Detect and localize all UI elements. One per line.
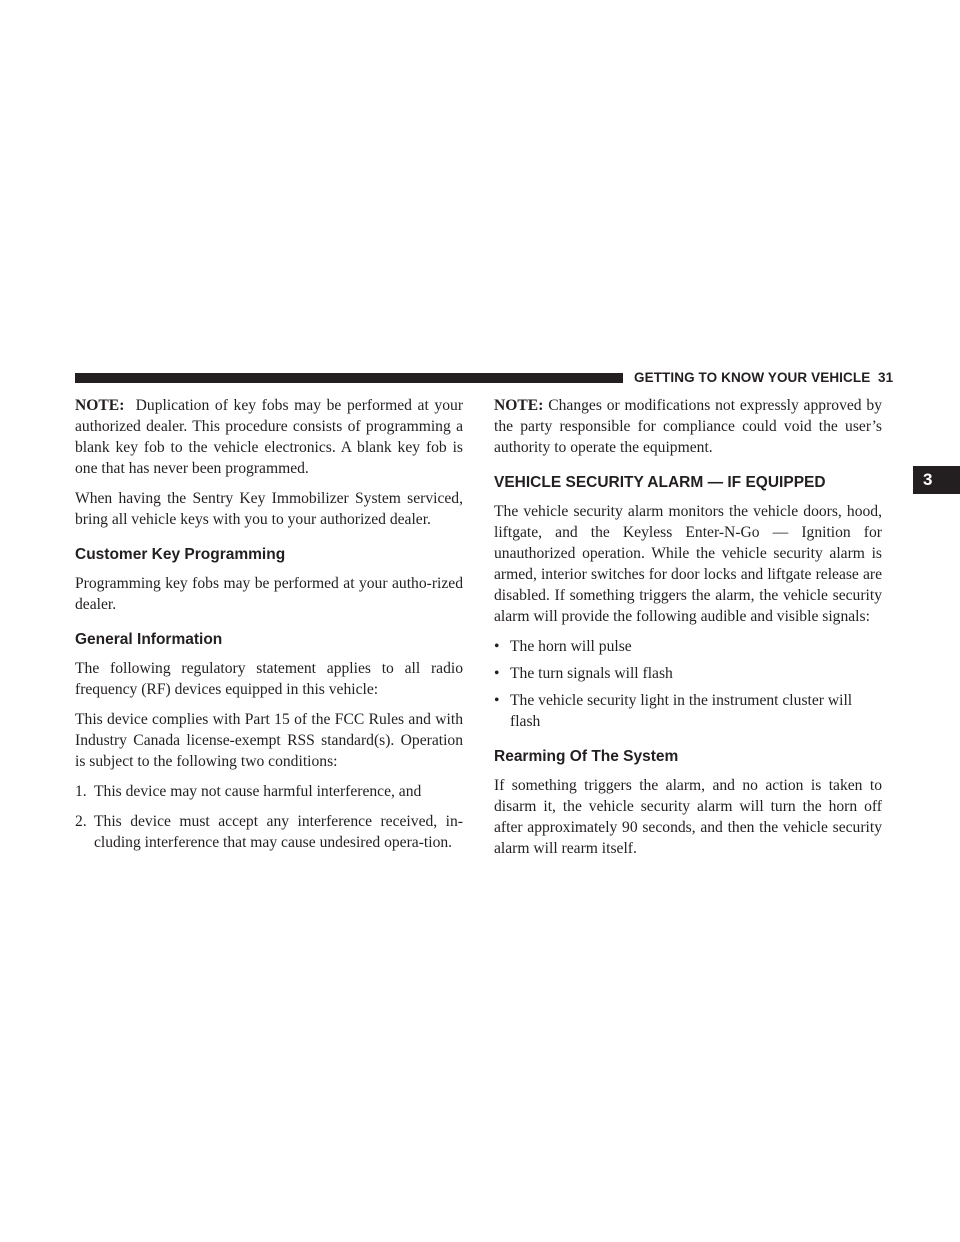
bullet-icon: • [494, 638, 500, 655]
rearming-text: If something triggers the alarm, and no action is taken to disarm it, the vehicle security alarm will turn the horn off after approximately 90 seconds, and then the vehicle security alarm will rearm itself. [494, 777, 882, 857]
conditions-list [75, 781, 463, 853]
list-item [75, 781, 463, 802]
list-item [494, 663, 882, 684]
bullet-icon: • [494, 692, 500, 709]
security-alarm-text: The vehicle security alarm monitors the vehicle doors, hood, liftgate, and the Keyless Enter-N-Go — Ignition for unauthorized operation. While the vehicle security alarm is armed, interior switches for door locks and liftgate release are disabled. If something triggers the alarm, the vehicle security alarm will provide the following audible and visible signals: [494, 503, 882, 625]
right-column [494, 395, 882, 868]
chapter-tab: 3 [913, 466, 960, 494]
list-text: This device may not cause harmful interference, and [94, 783, 422, 800]
note-text: Changes or modifications not expressly approved by the party responsible for compliance could void the user’s authority to operate the equipment. [494, 397, 882, 456]
list-item [75, 811, 463, 853]
page-header [75, 369, 894, 387]
customer-key-programming-text: Programming key fobs may be performed at your autho-rized dealer. [75, 575, 463, 613]
signals-list [494, 636, 882, 732]
section-heading-rearming: Rearming Of The System [494, 748, 679, 765]
list-text: The horn will pulse [510, 638, 632, 655]
regulatory-statement: The following regulatory statement applies to all radio frequency (RF) devices equipped in this vehicle: [75, 660, 463, 698]
list-text: The vehicle security light in the instrument cluster will flash [510, 692, 853, 730]
note-label: NOTE: [494, 397, 544, 414]
note-paragraph [75, 395, 463, 479]
note-paragraph [494, 395, 882, 458]
list-text: This device must accept any interference received, in-cluding interference that may cause undesired opera-tion. [94, 813, 463, 851]
list-text: The turn signals will flash [510, 665, 673, 682]
sentry-paragraph: When having the Sentry Key Immobilizer System serviced, bring all vehicle keys with you to your authorized dealer. [75, 490, 463, 528]
list-number: 2. [75, 813, 87, 830]
running-title: GETTING TO KNOW YOUR VEHICLE [634, 370, 871, 385]
note-text: Duplication of key fobs may be performed at your authorized dealer. This procedure consists of programming a blank key fob to the vehicle electronics. A blank key fob is one that has never been programmed. [75, 397, 464, 477]
list-item [494, 636, 882, 657]
list-number: 1. [75, 783, 87, 800]
bullet-icon: • [494, 665, 500, 682]
running-header [634, 369, 893, 387]
fcc-compliance-statement: This device complies with Part 15 of the FCC Rules and with Industry Canada license-exempt RSS standard(s). Operation is subject to the following two conditions: [75, 711, 463, 770]
section-heading-customer-key-programming: Customer Key Programming [75, 546, 286, 563]
left-column [75, 395, 463, 862]
header-rule [75, 373, 623, 383]
list-item [494, 690, 882, 732]
page-number: 31 [878, 370, 894, 385]
section-heading-vehicle-security-alarm: VEHICLE SECURITY ALARM — IF EQUIPPED [494, 474, 826, 491]
note-label: NOTE: [75, 397, 125, 414]
section-heading-general-information: General Information [75, 631, 223, 648]
